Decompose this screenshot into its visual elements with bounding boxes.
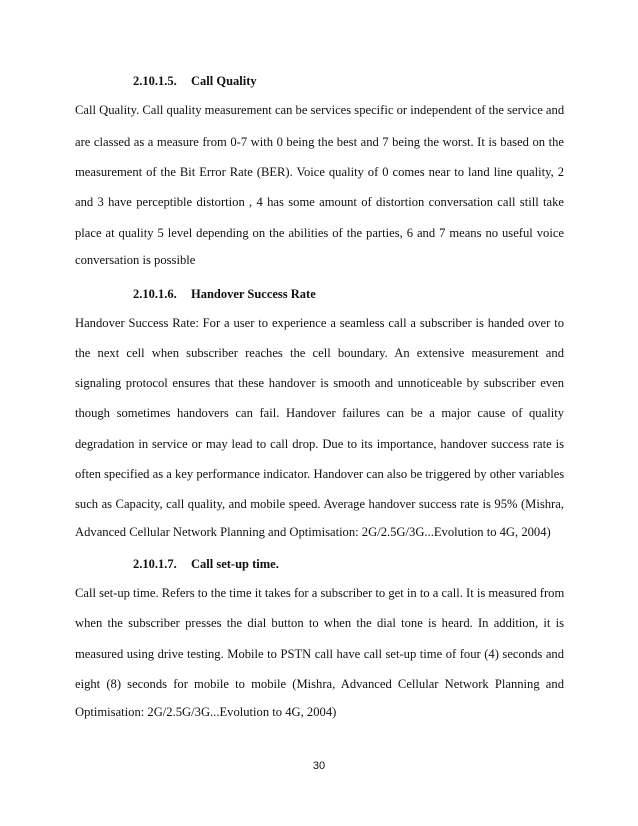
- paragraph-line: eight (8) seconds for mobile to mobile (Mishra, Advanced Cellular Network Planning and: [75, 677, 564, 691]
- section-number: 2.10.1.6.: [133, 287, 177, 301]
- paragraph-line: the next cell when subscriber reaches the cell boundary. An extensive measurement and: [75, 346, 564, 360]
- paragraph-line: are classed as a measure from 0-7 with 0 being the best and 7 being the worst. It is based on the: [75, 135, 564, 149]
- page-number: 30: [312, 760, 326, 772]
- paragraph-line: conversation is possible: [75, 253, 196, 267]
- paragraph-line: such as Capacity, call quality, and mobile speed. Average handover success rate is 95% (Mishra,: [75, 497, 564, 511]
- paragraph-line: Call set-up time. Refers to the time it takes for a subscriber to get in to a call. It is measured from: [75, 586, 565, 600]
- paragraph-line: Advanced Cellular Network Planning and Optimisation: 2G/2.5G/3G...Evolution to 4G, 2004): [75, 525, 551, 539]
- section-heading-call-quality: [133, 74, 257, 89]
- paragraph-line: measurement of the Bit Error Rate (BER). Voice quality of 0 comes near to land line quality, 2: [75, 165, 564, 179]
- paragraph-line: Optimisation: 2G/2.5G/3G...Evolution to 4G, 2004): [75, 705, 337, 719]
- paragraph-line: Call Quality. Call quality measurement can be services specific or independent of the service and: [75, 103, 565, 117]
- section-title: Call Quality: [191, 74, 257, 88]
- paragraph-line: when the subscriber presses the dial button to when the dial tone is heard. In addition, it is: [75, 616, 564, 630]
- section-title: Handover Success Rate: [191, 287, 316, 301]
- section-heading-handover-success-rate: [133, 287, 316, 302]
- section-title: Call set-up time.: [191, 557, 279, 571]
- section-number: 2.10.1.5.: [133, 74, 177, 88]
- paragraph-line: often specified as a key performance indicator. Handover can also be triggered by other variables: [75, 467, 565, 481]
- section-number: 2.10.1.7.: [133, 557, 177, 571]
- paragraph-line: Handover Success Rate: For a user to experience a seamless call a subscriber is handed over to: [75, 316, 564, 330]
- section-heading-call-setup-time: [133, 557, 279, 572]
- paragraph-line: measured using drive testing. Mobile to PSTN call have call set-up time of four (4) seconds and: [75, 647, 564, 661]
- paragraph-line: signaling protocol ensures that these handover is smooth and unnoticeable by subscriber even: [75, 376, 564, 390]
- paragraph-line: though sometimes handovers can fail. Handover failures can be a major cause of quality: [75, 406, 564, 420]
- paragraph-line: place at quality 5 level depending on the abilities of the parties, 6 and 7 means no useful voice: [75, 226, 564, 240]
- paragraph-line: degradation in service or may lead to call drop. Due to its importance, handover success rate is: [75, 437, 564, 451]
- paragraph-line: and 3 have perceptible distortion , 4 has some amount of distortion conversation call still take: [75, 195, 564, 209]
